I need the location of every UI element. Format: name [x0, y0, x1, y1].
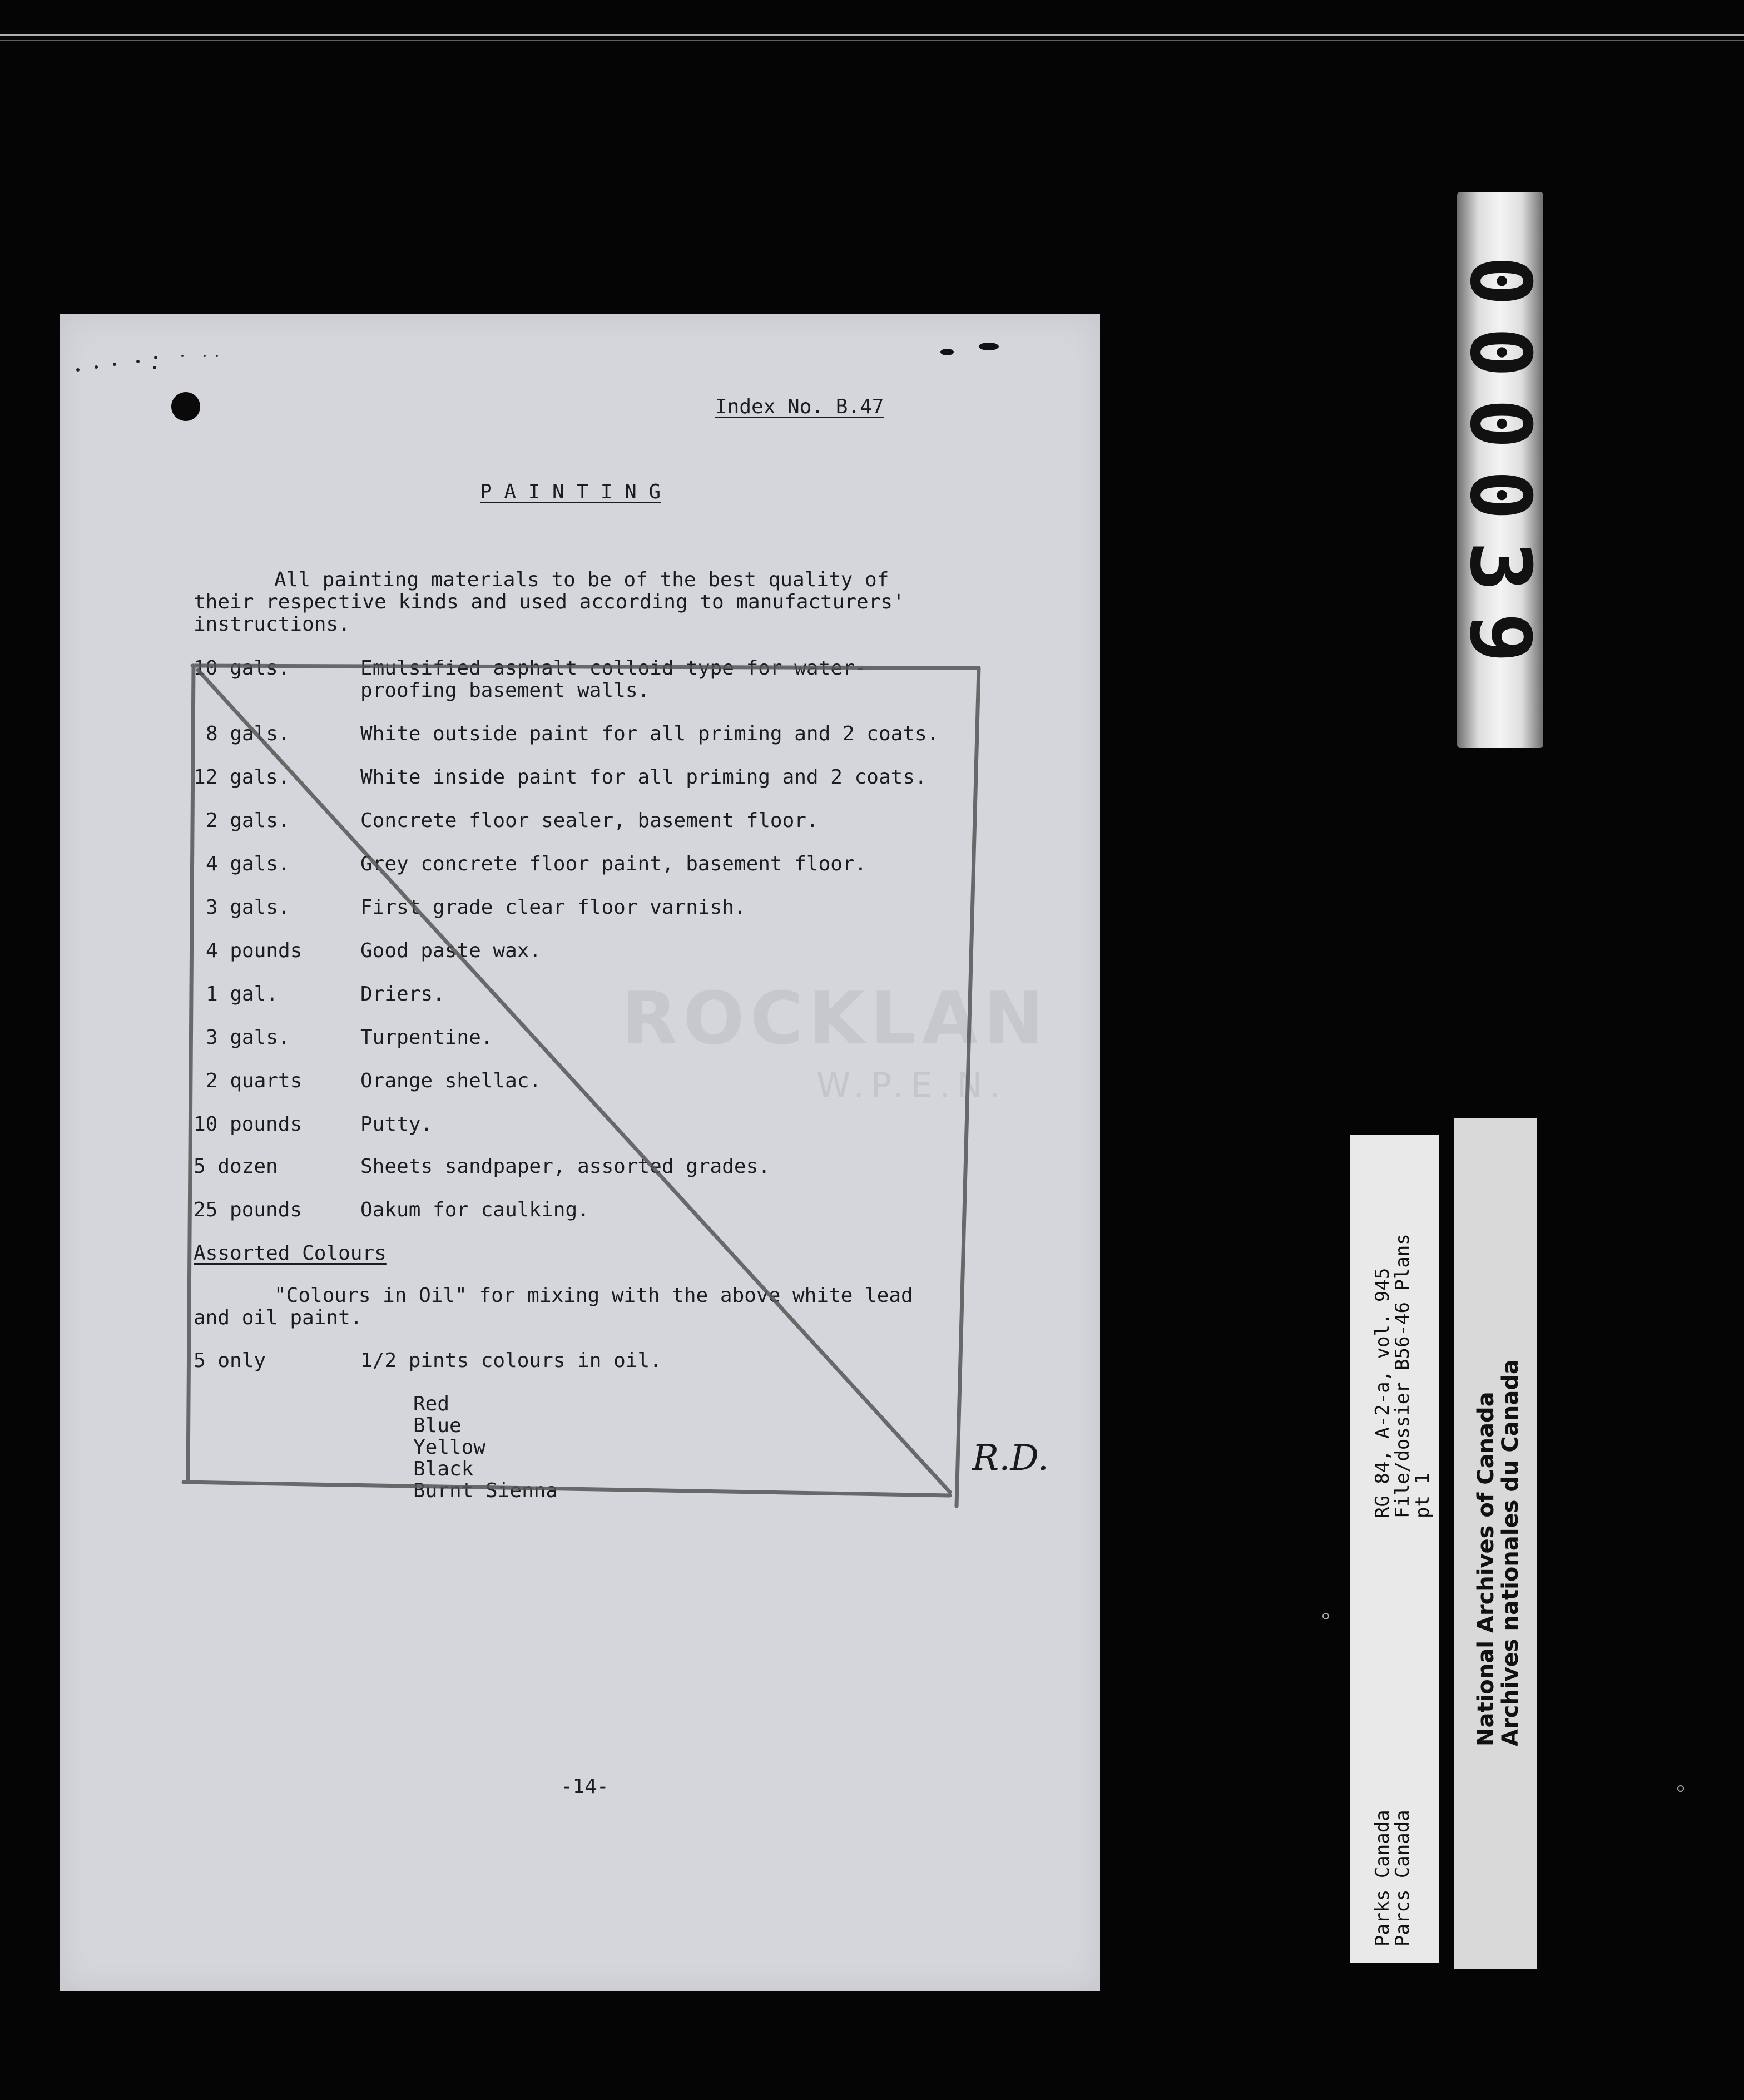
- item-qty: 3 gals.: [206, 1026, 290, 1049]
- item-qty: 3 gals.: [206, 896, 290, 919]
- item-desc: Concrete floor sealer, basement floor.: [360, 809, 819, 832]
- item-desc: Grey concrete floor paint, basement floor.: [360, 853, 867, 875]
- intro-line: All painting materials to be of the best quality of: [274, 568, 889, 591]
- punch-dots: [71, 348, 232, 375]
- institution-en: National Archives of Canada: [1473, 1391, 1499, 1746]
- watermark-sub: W.P.E.N.: [816, 1065, 1007, 1106]
- colours-note: and oil paint.: [194, 1306, 363, 1329]
- institution-fr: Archives nationales du Canada: [1498, 1359, 1523, 1746]
- frame-number-stamp: [1451, 192, 1548, 748]
- item-desc: Oakum for caulking.: [360, 1198, 589, 1221]
- frame-number: 000039: [1451, 256, 1548, 684]
- item-desc: Good paste wax.: [360, 939, 542, 962]
- item-desc: proofing basement walls.: [360, 679, 650, 702]
- colour-item: Blue: [413, 1414, 462, 1437]
- intro-line: instructions.: [194, 613, 350, 636]
- ink-mark: [933, 336, 1011, 359]
- item-desc: 1/2 pints colours in oil.: [360, 1349, 662, 1372]
- item-qty: 12 gals.: [194, 766, 290, 789]
- reference-line: RG 84, A-2-a, vol. 945: [1371, 1267, 1394, 1518]
- handwritten-initials: R.D.: [972, 1438, 1049, 1479]
- colour-item: Red: [413, 1393, 450, 1415]
- film-edge-line: [0, 34, 1744, 36]
- item-qty: 8 gals.: [206, 722, 290, 745]
- item-qty: 25 pounds: [194, 1198, 303, 1221]
- reference-label: [1350, 1135, 1439, 1963]
- item-desc: Putty.: [360, 1113, 433, 1136]
- colour-item: Black: [413, 1458, 474, 1480]
- item-desc: First grade clear floor varnish.: [360, 896, 746, 919]
- institution-label: [1454, 1118, 1537, 1969]
- item-desc: Turpentine.: [360, 1026, 493, 1049]
- item-qty: 5 only: [194, 1349, 266, 1372]
- reference-line: pt 1: [1411, 1473, 1434, 1518]
- item-qty: 5 dozen: [194, 1155, 278, 1178]
- colours-note: "Colours in Oil" for mixing with the above white lead: [274, 1284, 913, 1307]
- item-qty: 4 gals.: [206, 853, 290, 875]
- item-qty: 2 quarts: [206, 1069, 303, 1092]
- page-title: P A I N T I N G: [480, 481, 661, 503]
- item-desc: Driers.: [360, 983, 445, 1006]
- item-desc: White outside paint for all priming and 2 coats.: [360, 722, 939, 745]
- index-number: Index No. B.47: [715, 395, 884, 418]
- reference-line: File/dossier B56-46 Plans: [1391, 1234, 1414, 1518]
- item-qty: 2 gals.: [206, 809, 290, 832]
- item-qty: 10 gals.: [194, 657, 290, 680]
- item-desc: Orange shellac.: [360, 1069, 542, 1092]
- item-qty: 10 pounds: [194, 1113, 303, 1136]
- film-speck: [1322, 1613, 1329, 1619]
- film-speck: [1677, 1785, 1684, 1792]
- item-qty: 4 pounds: [206, 939, 303, 962]
- agency-en: Parks Canada: [1371, 1810, 1394, 1947]
- item-desc: White inside paint for all priming and 2 coats.: [360, 766, 927, 789]
- page-number: -14-: [561, 1775, 609, 1798]
- intro-line: their respective kinds and used according to manufacturers': [194, 591, 905, 613]
- section-heading: Assorted Colours: [194, 1242, 387, 1265]
- agency-fr: Parcs Canada: [1391, 1810, 1414, 1947]
- item-desc: Sheets sandpaper, assorted grades.: [360, 1155, 770, 1178]
- item-qty: 1 gal.: [206, 983, 279, 1006]
- colour-item: Yellow: [413, 1436, 486, 1459]
- item-desc: Emulsified asphalt colloid type for water-: [360, 657, 867, 680]
- watermark: ROCKLAN: [622, 976, 1050, 1061]
- punch-hole: [171, 392, 200, 421]
- film-edge-line: [0, 40, 1744, 41]
- document-page: [60, 314, 1100, 1991]
- colour-item: Burnt Sienna: [413, 1479, 558, 1502]
